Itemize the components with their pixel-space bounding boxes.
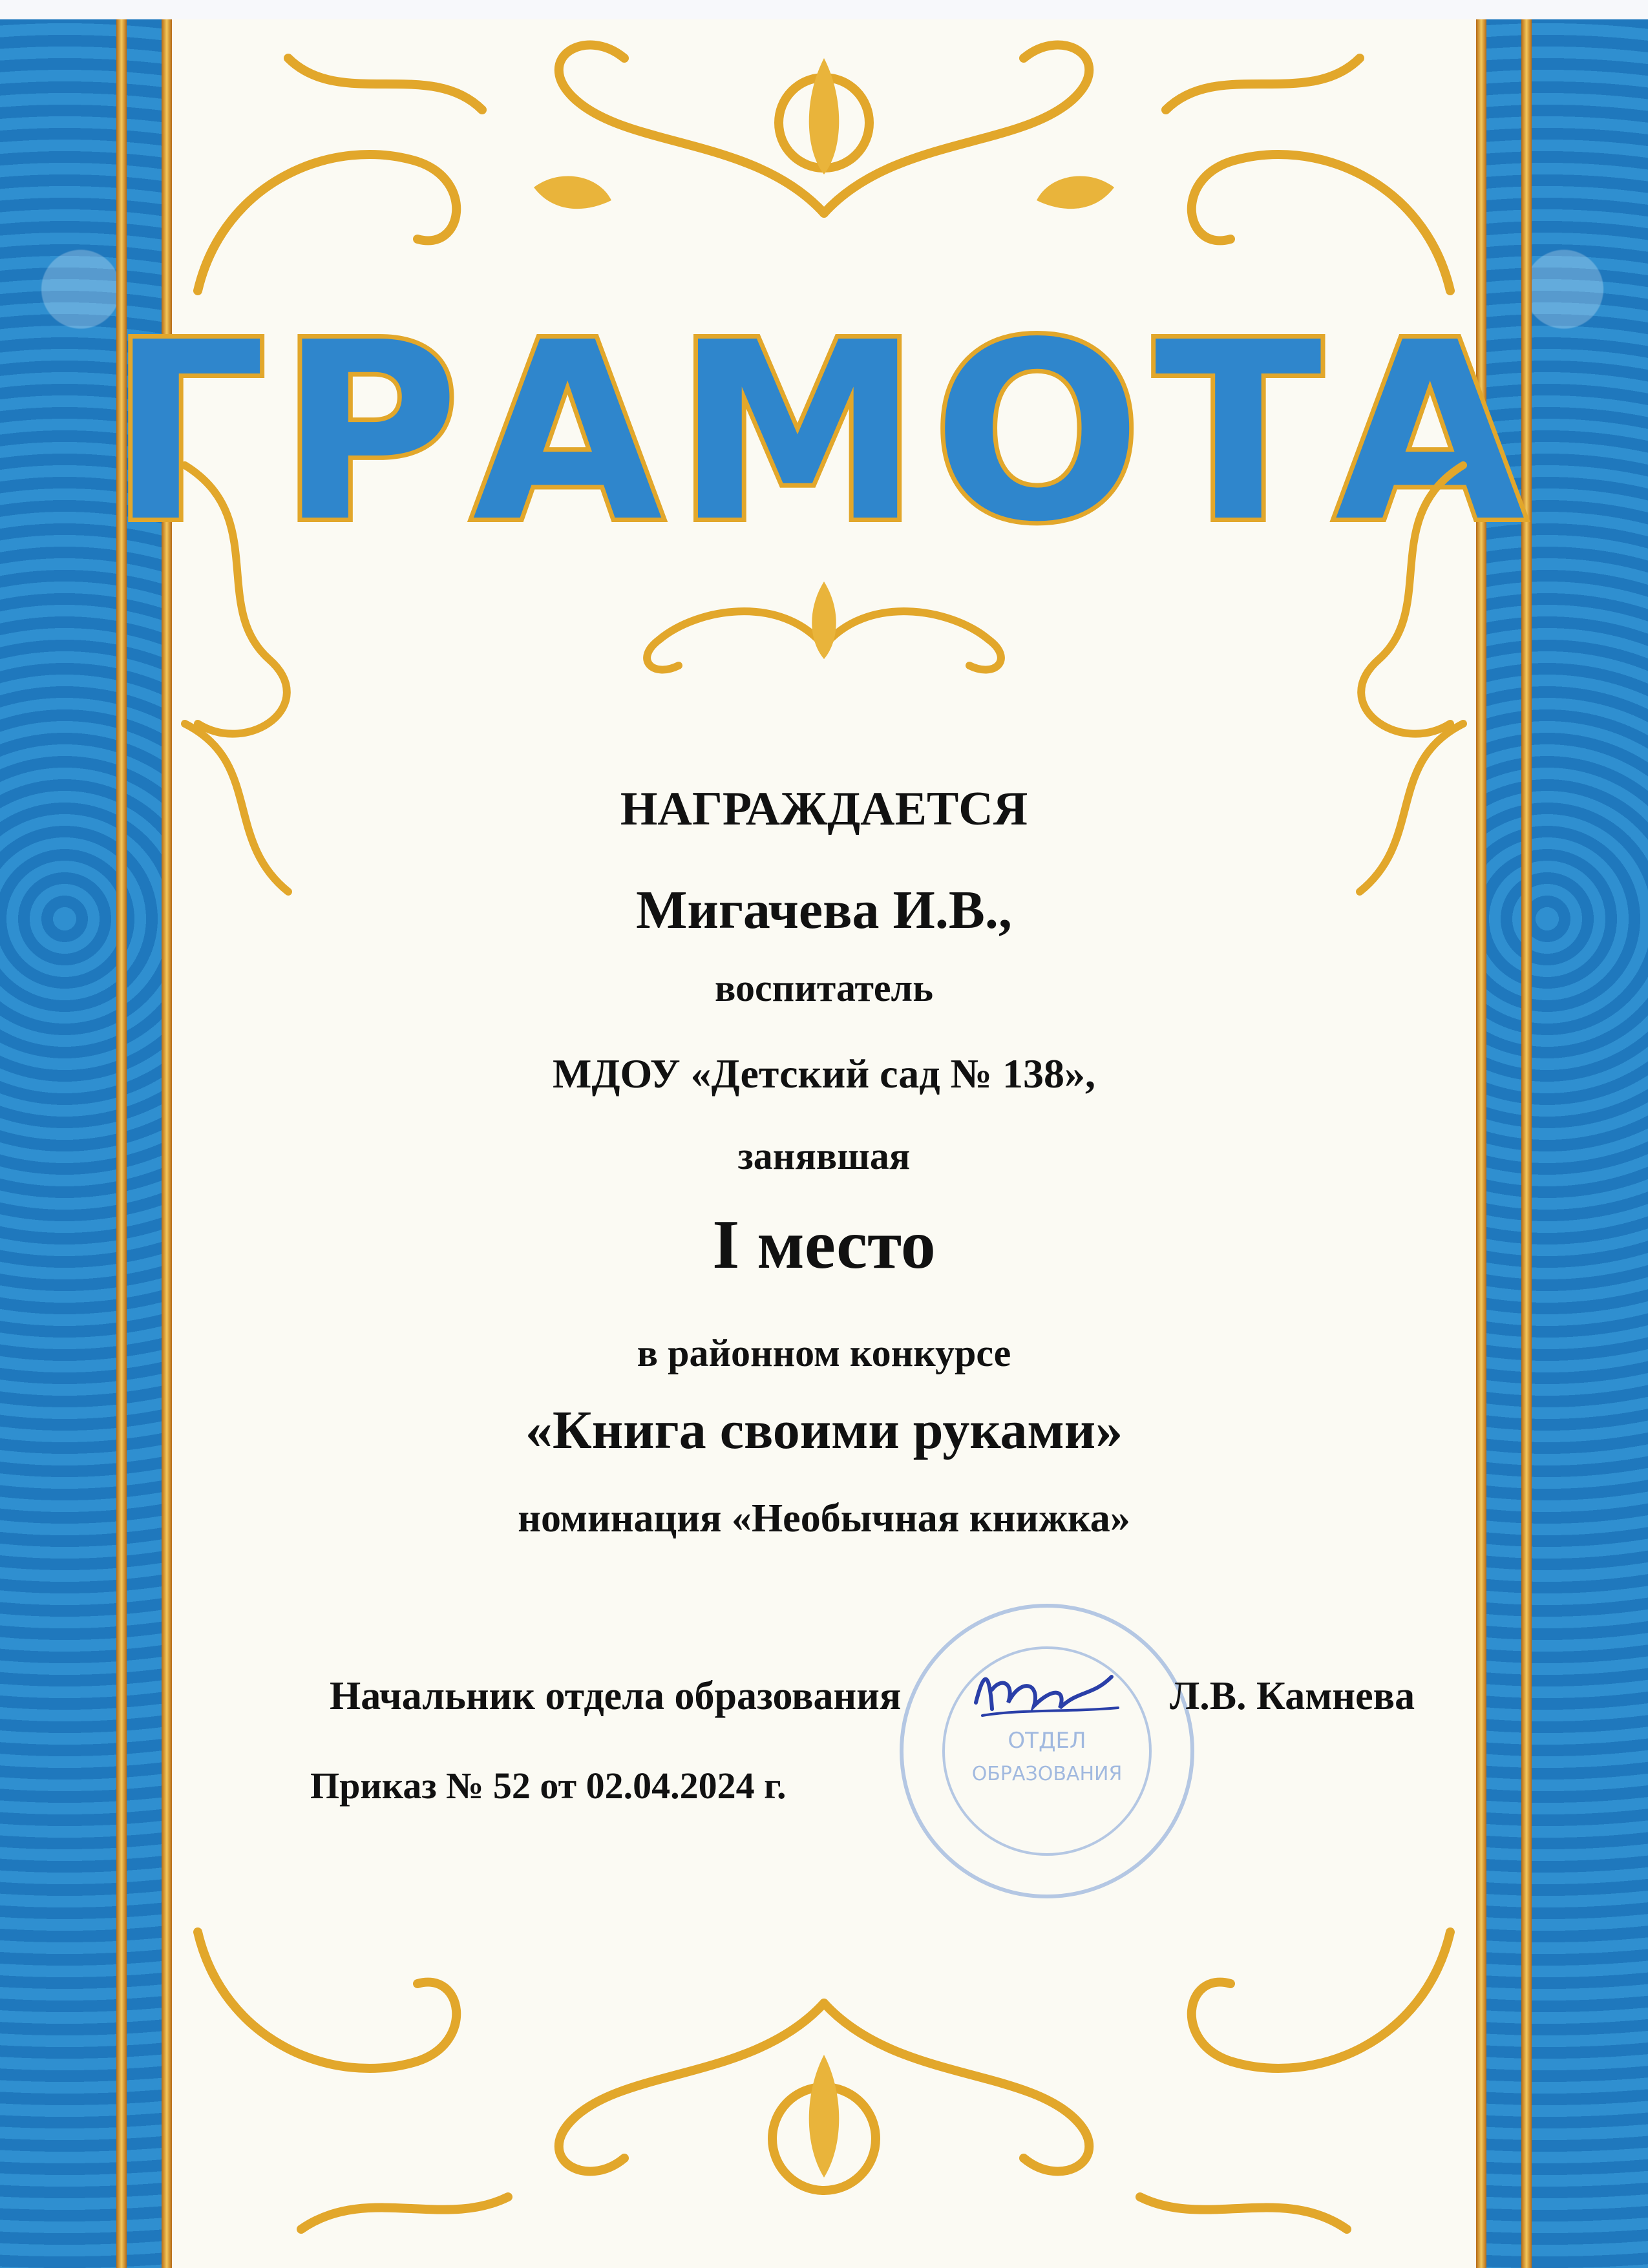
signatory-name: Л.В. Камнева <box>1170 1674 1415 1718</box>
handwritten-signature <box>963 1651 1131 1728</box>
contest-intro: в районном конкурсе <box>637 1332 1011 1374</box>
certificate-title: ГРАМОТА <box>110 289 1538 576</box>
signatory-title: Начальник отдела образования <box>330 1674 902 1718</box>
title-underline-ornament <box>620 569 1028 678</box>
bottom-ornament <box>172 1926 1476 2268</box>
stamp-text-1: ОТДЕЛ <box>1008 1728 1086 1754</box>
nomination-text: номинация «Необычная книжка» <box>518 1496 1130 1540</box>
contest-name: «Книга своими руками» <box>525 1400 1123 1460</box>
recipient-name: Мигачева И.В., <box>636 880 1012 940</box>
stamp-text-2: ОБРАЗОВАНИЯ <box>971 1763 1123 1785</box>
right-scroll-ornament <box>1308 452 1476 905</box>
recipient-position: воспитатель <box>715 967 933 1009</box>
place-text: I место <box>712 1206 936 1283</box>
top-ornament <box>172 19 1476 304</box>
took-label: занявшая <box>737 1135 911 1177</box>
left-scroll-ornament <box>172 452 340 905</box>
recipient-organization: МДОУ «Детский сад № 138», <box>553 1051 1095 1097</box>
official-stamp <box>892 1596 1202 1906</box>
awarded-heading: НАГРАЖДАЕТСЯ <box>620 782 1028 835</box>
order-reference: Приказ № 52 от 02.04.2024 г. <box>310 1765 787 1807</box>
